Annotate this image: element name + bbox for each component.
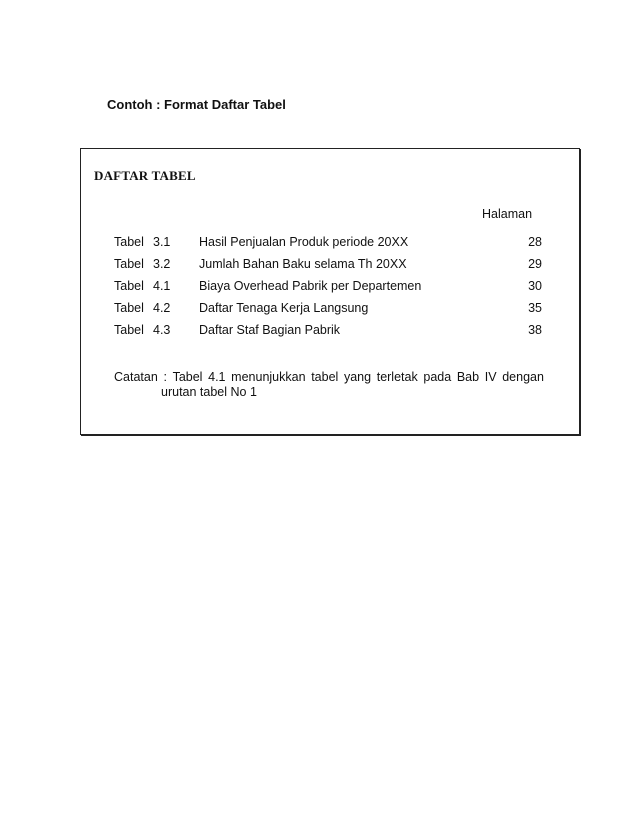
item-number: 4.2 bbox=[153, 301, 171, 315]
item-number: 4.1 bbox=[153, 279, 171, 293]
item-title: Daftar Staf Bagian Pabrik bbox=[199, 323, 341, 337]
item-word: Tabel bbox=[114, 279, 144, 293]
item-title: Daftar Tenaga Kerja Langsung bbox=[199, 301, 369, 315]
list-item bbox=[81, 301, 579, 323]
list-title: DAFTAR TABEL bbox=[94, 168, 196, 183]
item-page: 30 bbox=[528, 279, 542, 293]
note-line-1 bbox=[114, 370, 544, 385]
list-item bbox=[81, 279, 579, 301]
note-word: terletak bbox=[376, 370, 418, 384]
item-title: Biaya Overhead Pabrik per Departemen bbox=[199, 279, 422, 293]
note-word: yang bbox=[343, 370, 372, 384]
item-number: 3.1 bbox=[153, 235, 171, 249]
item-page: 35 bbox=[528, 301, 542, 315]
caption: Contoh : Format Daftar Tabel bbox=[107, 97, 286, 112]
item-number: 4.3 bbox=[153, 323, 171, 337]
item-word: Tabel bbox=[114, 235, 144, 249]
note-word: 4.1 bbox=[208, 370, 226, 384]
note-word: Catatan bbox=[114, 370, 158, 384]
list-item bbox=[81, 235, 579, 257]
note-word: : bbox=[163, 370, 167, 384]
list-item bbox=[81, 257, 579, 279]
item-title: Hasil Penjualan Produk periode 20XX bbox=[199, 235, 409, 249]
item-page: 38 bbox=[528, 323, 542, 337]
note-word: tabel bbox=[311, 370, 339, 384]
table-list bbox=[81, 235, 579, 345]
note bbox=[114, 370, 544, 400]
item-title: Jumlah Bahan Baku selama Th 20XX bbox=[199, 257, 407, 271]
note-word: Tabel bbox=[172, 370, 203, 384]
item-word: Tabel bbox=[114, 323, 144, 337]
item-page: 29 bbox=[528, 257, 542, 271]
note-word: pada bbox=[423, 370, 452, 384]
note-word: dengan bbox=[502, 370, 544, 384]
item-page: 28 bbox=[528, 235, 542, 249]
table-list-box bbox=[80, 148, 580, 435]
page-column-header: Halaman bbox=[482, 207, 533, 221]
note-line-2: urutan tabel No 1 bbox=[161, 385, 257, 399]
note-word: menunjukkan bbox=[231, 370, 306, 384]
note-word: IV bbox=[484, 370, 497, 384]
note-word: Bab bbox=[456, 370, 480, 384]
item-word: Tabel bbox=[114, 301, 144, 315]
item-word: Tabel bbox=[114, 257, 144, 271]
item-number: 3.2 bbox=[153, 257, 171, 271]
list-item bbox=[81, 323, 579, 345]
